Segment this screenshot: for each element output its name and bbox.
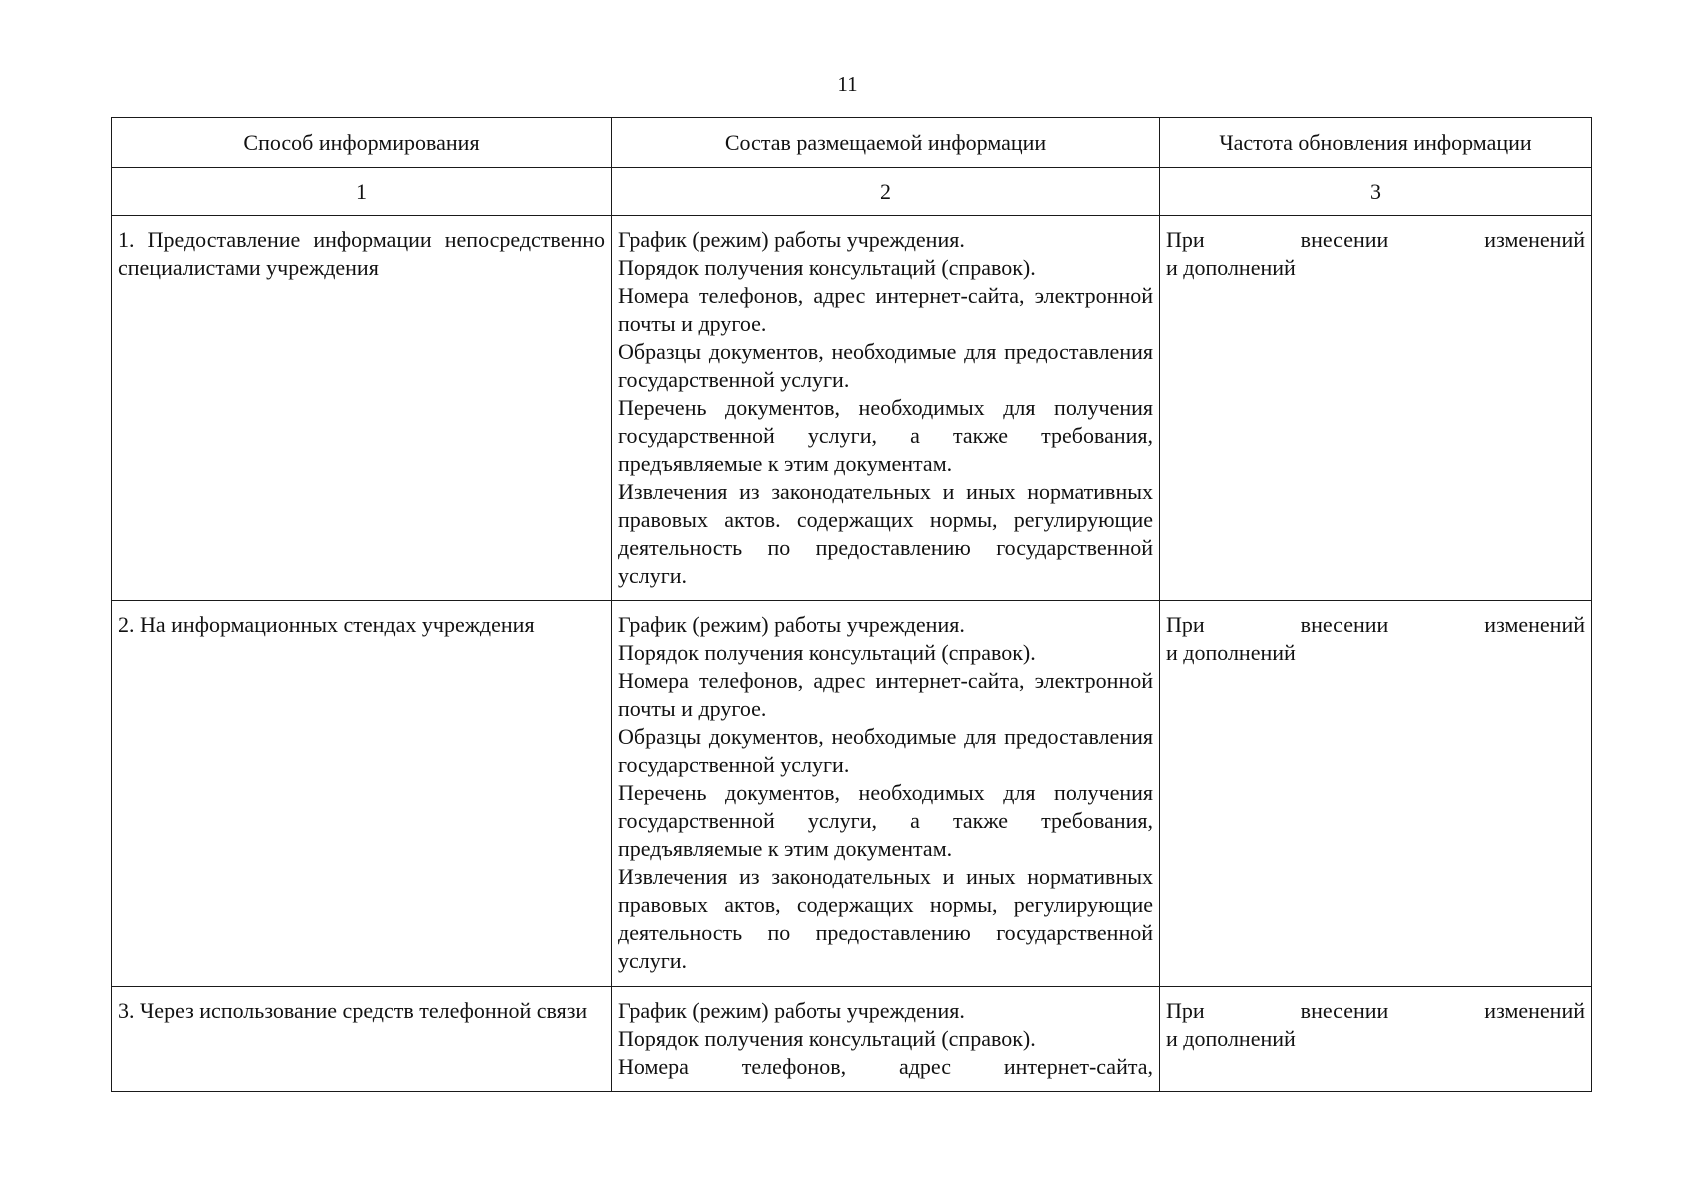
frequency-cell — [1160, 987, 1592, 1092]
content-item: Порядок получения консультаций (справок). — [618, 1026, 1036, 1051]
frequency-cell — [1160, 601, 1592, 987]
content-cell — [612, 987, 1160, 1092]
header-frequency: Частота обновления информации — [1160, 118, 1592, 168]
header-method: Способ информирования — [112, 118, 612, 168]
frequency-line: и дополнений — [1166, 255, 1296, 280]
content-item: Перечень документов, необходимых для получения государственной услуги, а также требования, предъявляемые к этим документам. — [618, 780, 1153, 861]
column-number-2: 2 — [612, 168, 1160, 216]
method-cell: 3. Через использование средств телефонной связи — [112, 987, 612, 1092]
content-item: Номера телефонов, адрес интернет-сайта, — [618, 1054, 1153, 1079]
method-cell: 1. Предоставление информации непосредственно специалистами учреждения — [112, 216, 612, 601]
column-number-1: 1 — [112, 168, 612, 216]
table-header-row — [112, 118, 1592, 168]
table-row — [112, 216, 1592, 601]
method-cell: 2. На информационных стендах учреждения — [112, 601, 612, 987]
content-item: Порядок получения консультаций (справок). — [618, 640, 1036, 665]
table-row — [112, 987, 1592, 1092]
frequency-line: При внесении изменений — [1166, 998, 1585, 1023]
content-item: Номера телефонов, адрес интернет-сайта, электронной почты и другое. — [618, 283, 1153, 336]
content-item: Перечень документов, необходимых для получения государственной услуги, а также требования, предъявляемые к этим документам. — [618, 395, 1153, 476]
frequency-line: и дополнений — [1166, 1026, 1296, 1051]
content-item: Извлечения из законодательных и иных нормативных правовых актов. содержащих нормы, регулирующие деятельность по предоставлению государственной услуги. — [618, 479, 1153, 588]
content-cell — [612, 601, 1160, 987]
column-number-3: 3 — [1160, 168, 1592, 216]
content-item: График (режим) работы учреждения. — [618, 998, 965, 1023]
column-number-row — [112, 168, 1592, 216]
information-table — [111, 117, 1592, 1092]
frequency-cell — [1160, 216, 1592, 601]
frequency-line: и дополнений — [1166, 640, 1296, 665]
content-item: Образцы документов, необходимые для предоставления государственной услуги. — [618, 339, 1153, 392]
frequency-line: При внесении изменений — [1166, 227, 1585, 252]
content-cell — [612, 216, 1160, 601]
header-content: Состав размещаемой информации — [612, 118, 1160, 168]
content-item: Порядок получения консультаций (справок). — [618, 255, 1036, 280]
content-item: Образцы документов, необходимые для предоставления государственной услуги. — [618, 724, 1153, 777]
content-item: График (режим) работы учреждения. — [618, 227, 965, 252]
content-item: Номера телефонов, адрес интернет-сайта, электронной почты и другое. — [618, 668, 1153, 721]
content-item: Извлечения из законодательных и иных нормативных правовых актов, содержащих нормы, регулирующие деятельность по предоставлению государственной услуги. — [618, 864, 1153, 973]
table-row — [112, 601, 1592, 987]
content-item: График (режим) работы учреждения. — [618, 612, 965, 637]
frequency-line: При внесении изменений — [1166, 612, 1585, 637]
page-number: 11 — [837, 72, 858, 96]
